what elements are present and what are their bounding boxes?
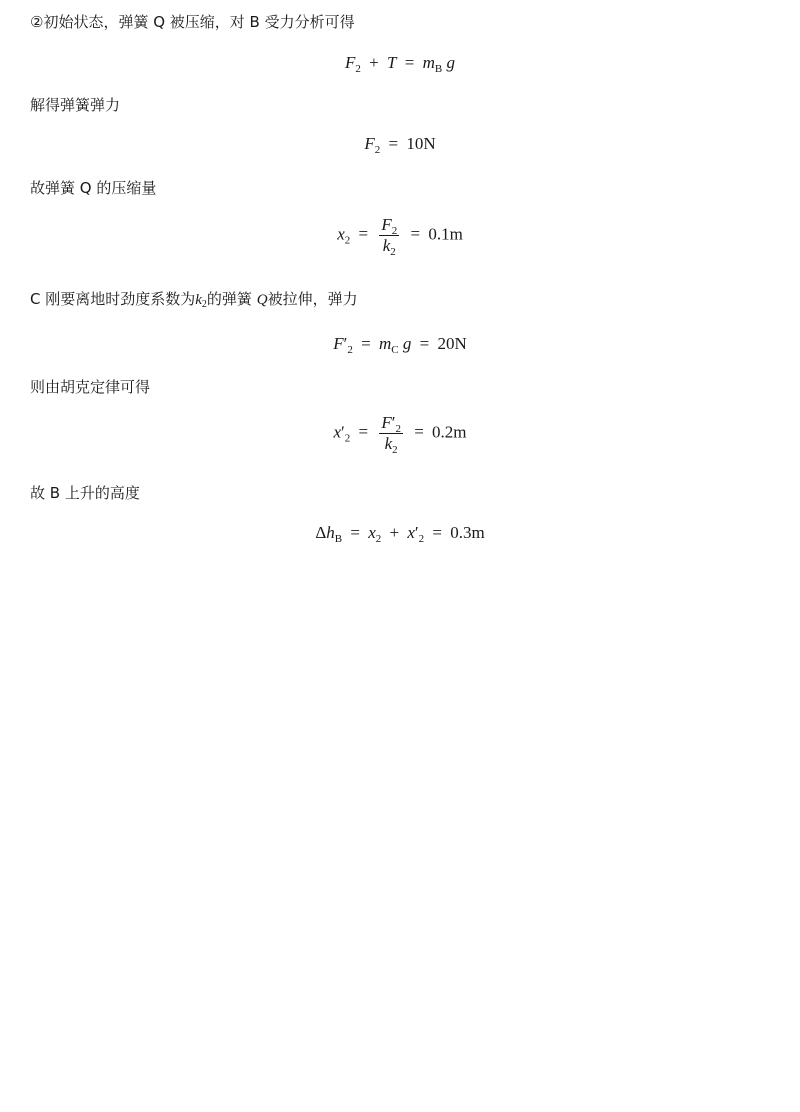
equation-5: $x'_2$ = $\frac{F'_2}{k_2}$ = 0.2m	[333, 413, 467, 456]
equation-4: $F'_2 = m_C$ g = 20N	[333, 334, 467, 356]
fraction: $\frac{F_2}{k_2}$	[381, 215, 398, 258]
text-line-5: 则由胡克定律可得	[30, 378, 151, 396]
text-line-3: 故弹簧 Q 的压缩量	[30, 179, 157, 197]
fraction: $\frac{F'_2}{k_2}$	[381, 413, 401, 456]
text-line-4: C 刚要离地时劲度系数为$k_2$的弹簧 Q被拉伸，弹力	[30, 290, 358, 310]
text-line-2: 解得弹簧弹力	[30, 96, 121, 114]
text-line-6: 故 B 上升的高度	[30, 484, 140, 502]
text-line-1: ②初始状态，弹簧 Q 被压缩，对 B 受力分析可得	[30, 13, 355, 31]
equation-2: $F_2 = 10N$	[364, 134, 436, 156]
equation-1: $F_2 + T = m_B$ g	[345, 53, 455, 75]
equation-6: $\Delta h_B = x_2 + x'_2 = 0.3m$	[315, 523, 485, 545]
equation-3: $x_2$ = $\frac{F_2}{k_2}$ = 0.1m	[337, 215, 463, 258]
